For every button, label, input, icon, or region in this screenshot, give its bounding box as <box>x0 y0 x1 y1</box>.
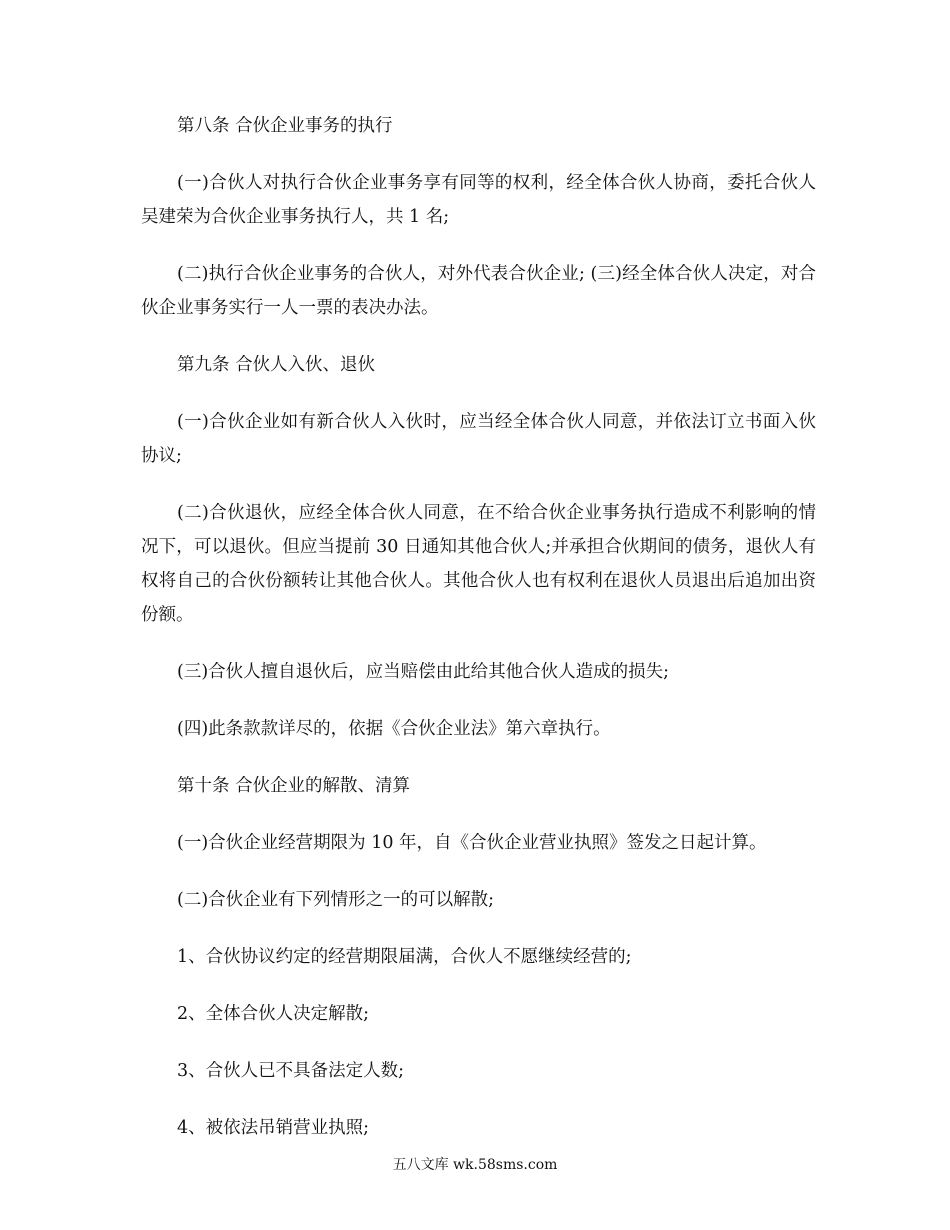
article-9-clause-3: (三)合伙人擅自退伙后，应当赔偿由此给其他合伙人造成的损失; <box>177 662 670 682</box>
article-10-heading: 第十条 合伙企业的解散、清算 <box>177 776 411 796</box>
article-8-clause-1: (一)合伙人对执行合伙企业事务享有同等的权利，经全体合伙人协商，委托合伙人吴建荣为合伙企业事务执行人，共 1 名; <box>141 173 816 227</box>
article-8-heading: 第八条 合伙企业事务的执行 <box>177 116 393 136</box>
article-9-heading: 第九条 合伙人入伙、退伙 <box>177 355 376 375</box>
article-9-clause-4: (四)此条款款详尽的，依据《合伙企业法》第六章执行。 <box>177 719 611 739</box>
article-9-clause-1: (一)合伙企业如有新合伙人入伙时，应当经全体合伙人同意，并依法订立书面入伙协议; <box>141 412 816 466</box>
dissolution-item-4: 4、被依法吊销营业执照; <box>177 1118 370 1138</box>
article-9-clause-2: (二)合伙退伙，应经全体合伙人同意，在不给合伙企业事务执行造成不利影响的情况下，可以退伙。但应当提前 30 日通知其他合伙人;并承担合伙期间的债务，退伙人有权将自己的合伙份额转让其他合伙人。其他合伙人也有权利在退伙人员退出后追加出资份额。 <box>141 503 816 625</box>
page-footer: 五八文库 wk.58sms.com <box>392 1157 558 1173</box>
article-8-clause-2-3: (二)执行合伙企业事务的合伙人，对外代表合伙企业; (三)经全体合伙人决定，对合伙企业事务实行一人一票的表决办法。 <box>141 264 816 318</box>
dissolution-item-3: 3、合伙人已不具备法定人数; <box>177 1061 405 1081</box>
article-10-clause-1: (一)合伙企业经营期限为 10 年，自《合伙企业营业执照》签发之日起计算。 <box>177 833 767 853</box>
dissolution-item-2: 2、全体合伙人决定解散; <box>177 1004 370 1024</box>
dissolution-item-1: 1、合伙协议约定的经营期限届满，合伙人不愿继续经营的; <box>177 947 632 967</box>
document-body <box>141 109 816 1168</box>
article-10-clause-2: (二)合伙企业有下列情形之一的可以解散; <box>177 890 495 910</box>
